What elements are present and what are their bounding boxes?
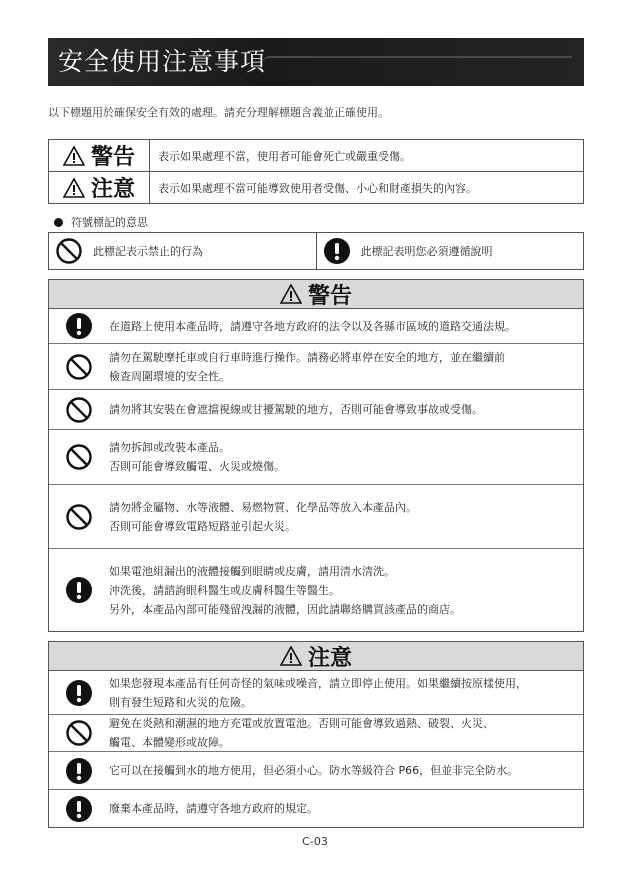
item-text-line: 避免在炎熱和潮濕的地方充電或放置電池。否則可能會導致過熱、破裂、火災、 [109,717,494,730]
caution-item [49,671,583,715]
caution-item [49,752,583,790]
prohibit-icon [65,396,93,424]
definition-desc: 表示如果處理不當，使用者可能會死亡或嚴重受傷。 [158,149,411,163]
item-text-line: 請勿將金屬物、水等液體、易燃物質、化學品等放入本產品內。 [109,500,417,514]
prohibit-icon [55,237,83,265]
mandatory-icon [65,576,93,604]
definition-label: 注意 [90,177,135,202]
item-text-line: 觸電、本體變形或故障。 [109,736,230,749]
mandatory-icon [65,312,93,340]
definition-row-caution [49,171,583,203]
item-text-line: 請勿將其安裝在會遮擋視線或甘擾駕駛的地方，否則可能會導致事故或受傷。 [109,403,483,416]
item-text-line: 如果您發現本產品有任何奇怪的氣味或噪音，請立即停止使用。如果繼續按原樣使用， [109,676,527,690]
bullet-dot-icon [54,218,63,227]
warning-item [49,309,583,344]
warning-section-header [49,280,583,309]
item-text-line: 如果電池組漏出的液體接觸到眼睛或皮膚，請用清水清洗。 [109,564,395,578]
definition-label: 警告 [90,145,135,170]
item-text-line: 沖洗後，請諮詢眼科醫生或皮膚科醫生等醫生。 [109,583,340,597]
page-number: C-03 [302,835,328,848]
mandatory-icon [65,757,93,785]
item-text-line: 檢查周圍環境的安全性。 [109,369,230,383]
item-text-line: 廢棄本產品時，請遵守各地方政府的規定。 [109,802,318,815]
prohibit-icon [65,353,93,381]
warning-item [49,485,583,549]
mandatory-icon [65,795,93,823]
prohibit-icon [65,443,93,471]
item-text-line: 請勿拆卸或改裝本產品。 [109,441,230,454]
warning-section [48,279,584,632]
item-text-line: 請勿在駕駛摩托車或自行車時進行操作。請務必將車停在安全的地方，並在繼續前 [109,350,505,364]
symbol-heading-text: 符號標記的意思 [71,216,148,229]
caution-section [48,641,584,828]
item-text-line: 另外，本產品內部可能殘留洩漏的液體，因此請聯絡購買該產品的商店。 [109,602,461,616]
definition-row-warning [49,140,583,171]
prohibit-icon [65,503,93,531]
caution-item [49,715,583,752]
symbol-legend [48,232,584,270]
symbol-heading [54,214,148,230]
intro-text: 以下標題用於確保安全有效的處理。請充分理解標題含義並正確使用。 [48,106,389,119]
warning-heading: 警告 [307,283,352,309]
warning-triangle-icon [63,178,85,198]
mandatory-icon [65,679,93,707]
prohibit-icon [65,719,93,747]
item-text-line: 在道路上使用本產品時，請遵守各地方政府的法令以及各縣市區域的道路交通法規。 [109,319,516,333]
item-text-line: 否則可能會導致電路短路並引起火災。 [109,519,296,533]
warning-item [49,430,583,485]
caution-heading: 注意 [307,645,352,671]
item-text-line: 否則可能會導致觸電、火災或燒傷。 [109,460,285,473]
mandatory-icon [323,237,351,265]
caution-section-header [49,642,583,671]
prohibit-legend-text: 此標記表示禁止的行為 [93,245,203,258]
item-text-line: 則有發生短路和火災的危險。 [109,695,252,709]
item-text-line: 它可以在接觸到水的地方使用，但必須小心。防水等級符合 P66，但並非完全防水。 [109,764,519,777]
caution-item [49,790,583,827]
title-decoration [262,56,572,72]
warning-item [49,390,583,430]
warning-triangle-icon [63,146,85,166]
warning-item [49,344,583,390]
warning-triangle-icon [280,646,302,666]
definition-desc: 表示如果處理不當可能導致使用者受傷、小心和財產損失的內容。 [158,181,477,195]
definition-table [48,139,584,204]
warning-item [49,549,583,631]
page-title: 安全使用注意事項 [58,47,267,76]
mandatory-legend-text: 此標記表明您必須遵循說明 [360,245,493,258]
warning-triangle-icon [280,284,302,304]
